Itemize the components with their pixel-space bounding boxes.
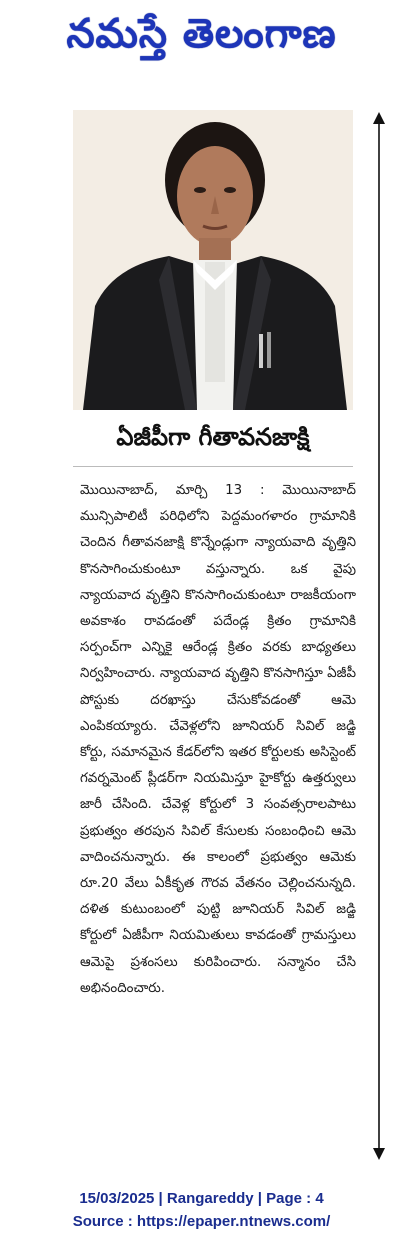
- article-photo: [73, 110, 353, 410]
- masthead-title: నమస్తే తెలంగాణ: [66, 11, 337, 57]
- article-headline: ఏజీపీగా గీతావనజాక్షి: [116, 423, 310, 451]
- portrait-image: [73, 110, 353, 410]
- footer-date-edition: 15/03/2025 | Rangareddy | Page : 4: [79, 1190, 324, 1207]
- article-body: [80, 478, 356, 1168]
- article-paragraph: మొయినాబాద్‌, మార్చి 13 : మొయినాబాద్‌ మున్సిపాలిటీ పరిధిలోని పెద్దమంగళారం గ్రామానికి చెందిన గీతావనజాక్షి కొన్నేండ్లుగా న్యాయవాది వృత్తిని కొనసాగించుకుంటూ వస్తున్నారు. ఒక వైపు న్యాయవాద వృత్తిని కొనసాగించుకుంటూ రాజకీయంగా అవకాశం రావడంతో పదేండ్ల క్రితం గ్రామానికి సర్పంచ్‌గా ఎన్నికై ఆరేండ్ల క్రితం వరకు బాధ్యతలు నిర్వహించారు. న్యాయవాద వృత్తిని కొనసాగిస్తూ ఏజీపీ పోస్టుకు దరఖాస్తు చేసుకోవడంతో ఆమె ఎంపికయ్యారు. చేవెళ్లలోని జూనియర్‌ సివిల్‌ జడ్జి కోర్టు, సమానమైన కేడర్‌లోని ఇతర కోర్టులకు అసిస్టెంట్‌ గవర్నమెంట్‌ ప్లీడర్‌గా నియమిస్తూ హైకోర్టు ఉత్తర్వులు జారీ చేసింది. చేవెళ్ల కోర్టులో 3 సంవత్సరాలపాటు ప్రభుత్వం తరపున సివిల్‌ కేసులకు సంబంధించి ఆమె వాదించనున్నారు. ఈ కాలంలో ప్రభుత్వం ఆమెకు రూ.20 వేలు ఏకీకృత గౌరవ వేతనం చెల్లించనున్నది. దళిత కుటుంబంలో పుట్టి జూనియర్‌ సివిల్‌ జడ్జి కోర్టులో ఏజీపీగా నియమితులు కావడంతో గ్రామస్తులు ఆమెపై ప్రశంసలు కురిపించారు. సన్మానం చేసి అభినందించారు.: [80, 483, 356, 996]
- newspaper-masthead: [0, 0, 403, 78]
- vertical-arrow-icon: [370, 110, 388, 1162]
- footer-source: Source : https://epaper.ntnews.com/: [72, 1213, 331, 1230]
- headline-divider: [73, 466, 353, 467]
